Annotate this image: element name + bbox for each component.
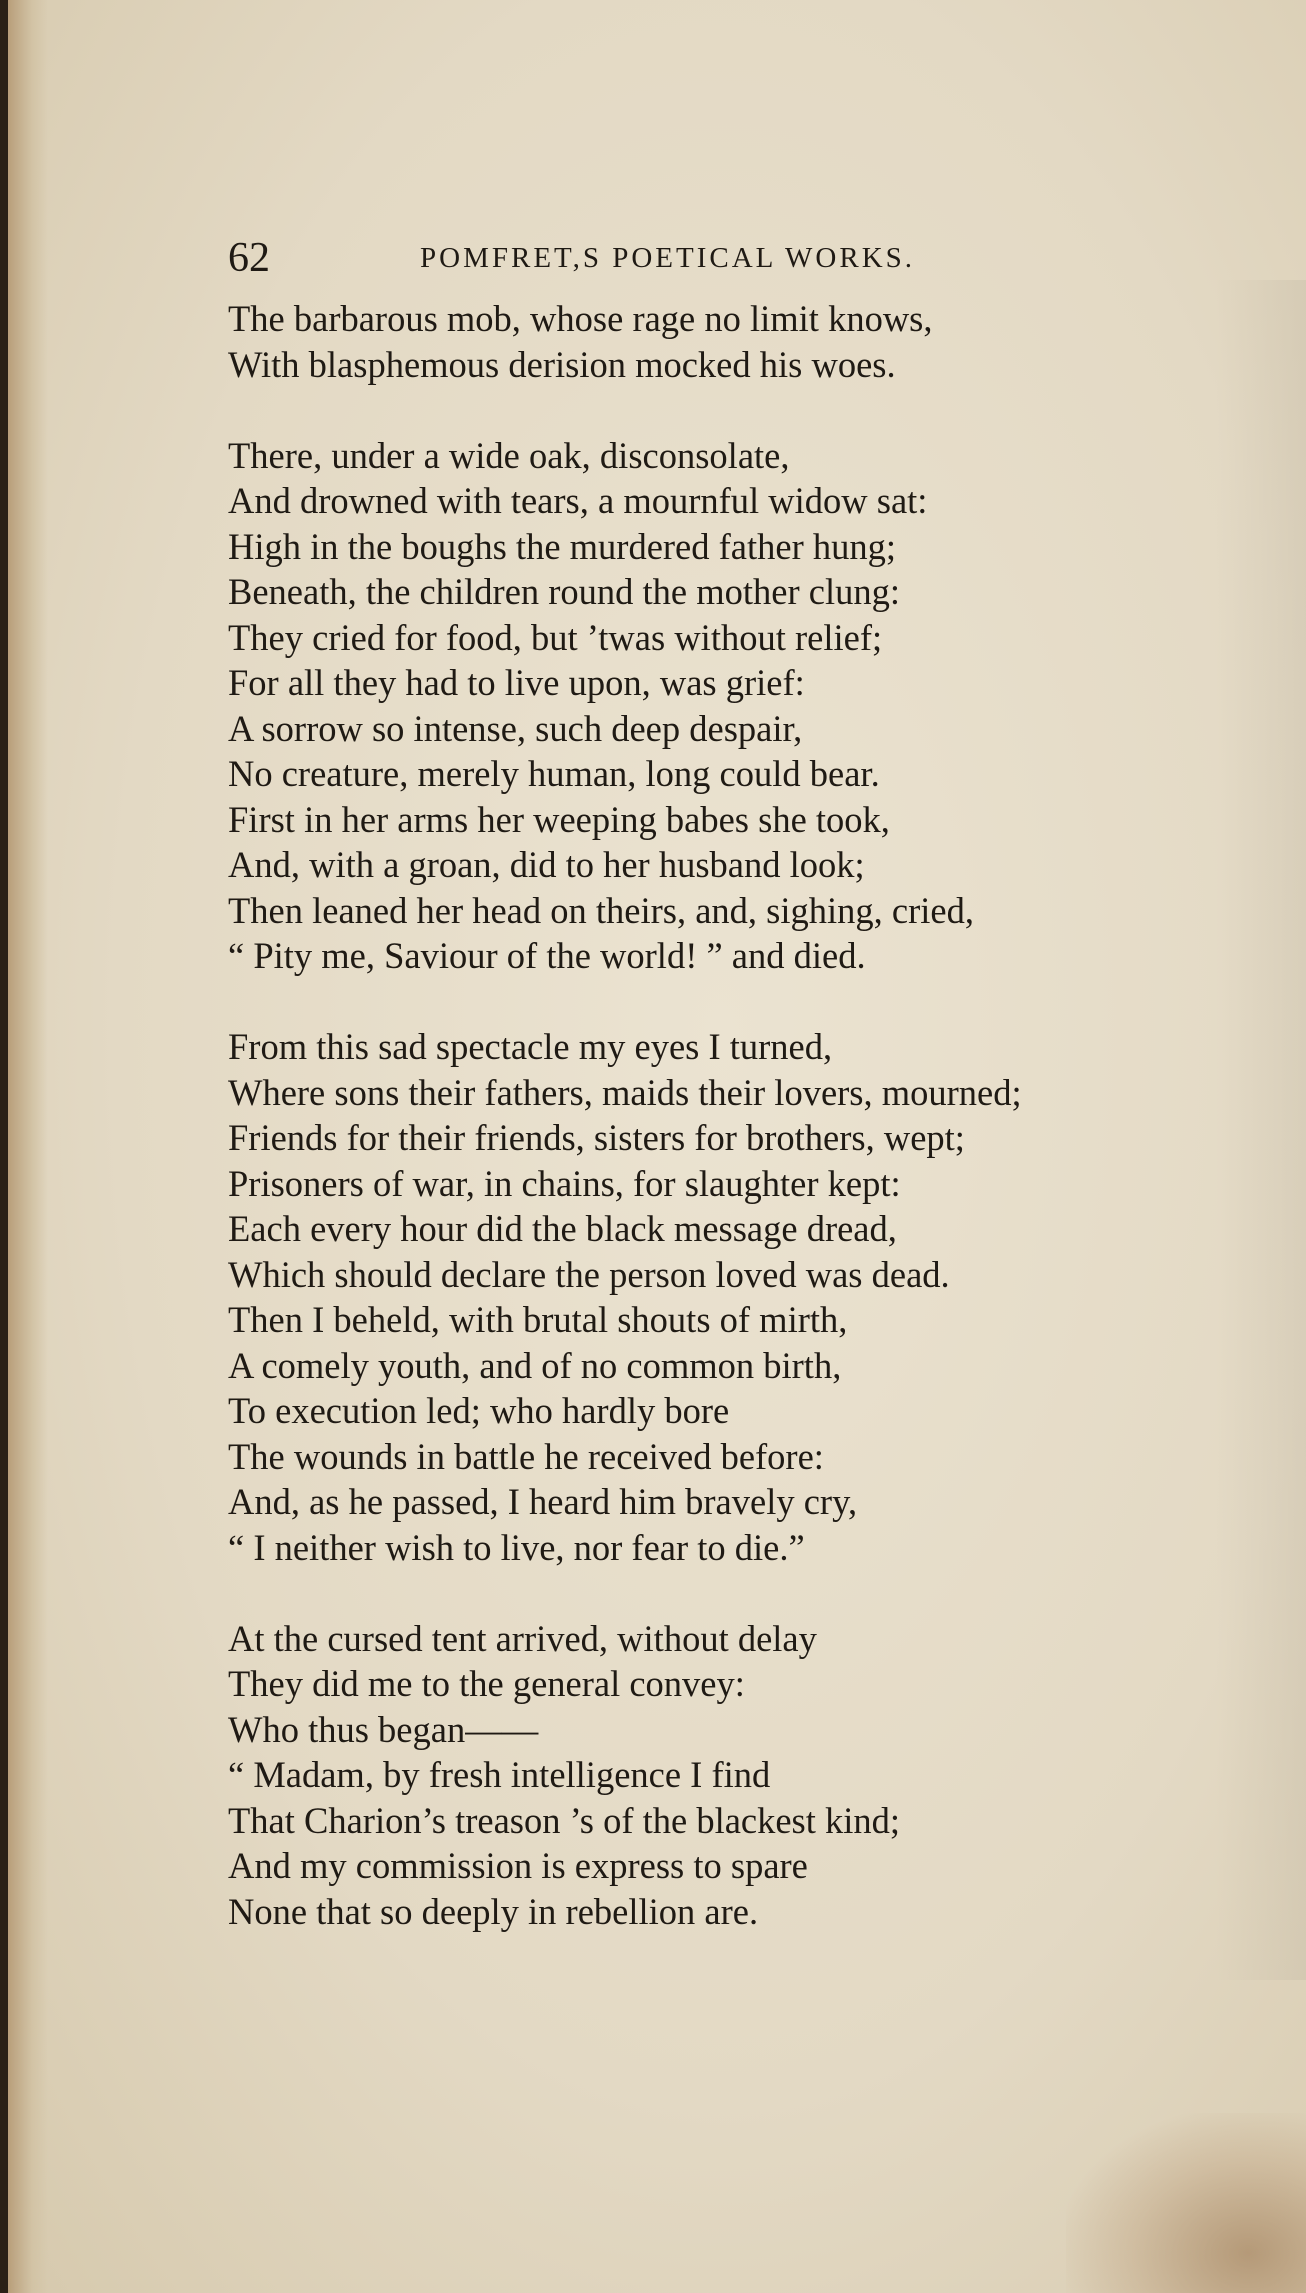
poem-line: A sorrow so intense, such deep despair, xyxy=(228,707,803,749)
poem-line: And, with a groan, did to her husband look; xyxy=(228,844,865,885)
poem-line: Each every hour did the black message dread, xyxy=(228,1208,897,1249)
poem-line: Prisoners of war, in chains, for slaughter kept: xyxy=(228,1162,901,1204)
stanza xyxy=(228,1616,1268,1935)
page-edge-shadow xyxy=(8,0,48,2293)
stanza-break xyxy=(228,1570,1268,1616)
poem-line: The barbarous mob, whose rage no limit knows, xyxy=(228,298,933,339)
poem-line: Then I beheld, with brutal shouts of mirth, xyxy=(228,1299,848,1340)
poem-line: And drowned with tears, a mournful widow sat: xyxy=(228,480,928,521)
poem-line: Which should declare the person loved was dead. xyxy=(228,1253,950,1295)
poem-line: They cried for food, but ’twas without relief; xyxy=(228,616,883,658)
poem-line: With blasphemous derision mocked his woes. xyxy=(228,343,896,385)
poem-line: Then leaned her head on theirs, and, sighing, cried, xyxy=(228,889,974,931)
poem-line: There, under a wide oak, disconsolate, xyxy=(228,434,790,476)
stanza xyxy=(228,433,1268,979)
stanza-break xyxy=(228,979,1268,1025)
poem-body xyxy=(228,296,1268,1934)
page-number: 62 xyxy=(228,235,270,281)
poem-line: Where sons their fathers, maids their lovers, mourned; xyxy=(228,1071,1022,1113)
poem-line: For all they had to live upon, was grief: xyxy=(228,662,805,703)
poem-line: And my commission is express to spare xyxy=(228,1845,808,1886)
poem-line: The wounds in battle he received before: xyxy=(228,1435,824,1477)
poem-line: A comely youth, and of no common birth, xyxy=(228,1344,842,1386)
poem-line: “ Madam, by fresh intelligence I find xyxy=(228,1754,771,1795)
running-title: POMFRET,S POETICAL WORKS. xyxy=(420,242,916,274)
poem-line: To execution led; who hardly bore xyxy=(228,1390,730,1431)
poem-line: First in her arms her weeping babes she took, xyxy=(228,798,890,840)
paper-stain xyxy=(1066,2113,1306,2293)
stanza xyxy=(228,296,1268,387)
poem-line: And, as he passed, I heard him bravely cry, xyxy=(228,1481,858,1522)
poem-line: “ I neither wish to live, nor fear to die.” xyxy=(228,1526,805,1568)
stanza-break xyxy=(228,387,1268,433)
poem-line: From this sad spectacle my eyes I turned, xyxy=(228,1026,833,1067)
poem-line: Friends for their friends, sisters for brothers, wept; xyxy=(228,1117,965,1158)
page-header xyxy=(228,228,1048,288)
poem-line: No creature, merely human, long could bear. xyxy=(228,753,880,794)
poem-line: They did me to the general convey: xyxy=(228,1663,745,1704)
poem-line: None that so deeply in rebellion are. xyxy=(228,1890,759,1932)
poem-line: High in the boughs the murdered father hung; xyxy=(228,525,896,567)
poem-line: Who thus began—— xyxy=(228,1708,539,1750)
poem-line: That Charion’s treason ’s of the blackest kind; xyxy=(228,1799,901,1841)
stanza xyxy=(228,1024,1268,1570)
poem-line: Beneath, the children round the mother clung: xyxy=(228,571,901,612)
poem-line: At the cursed tent arrived, without delay xyxy=(228,1617,817,1659)
poem-line: “ Pity me, Saviour of the world! ” and died. xyxy=(228,935,866,976)
